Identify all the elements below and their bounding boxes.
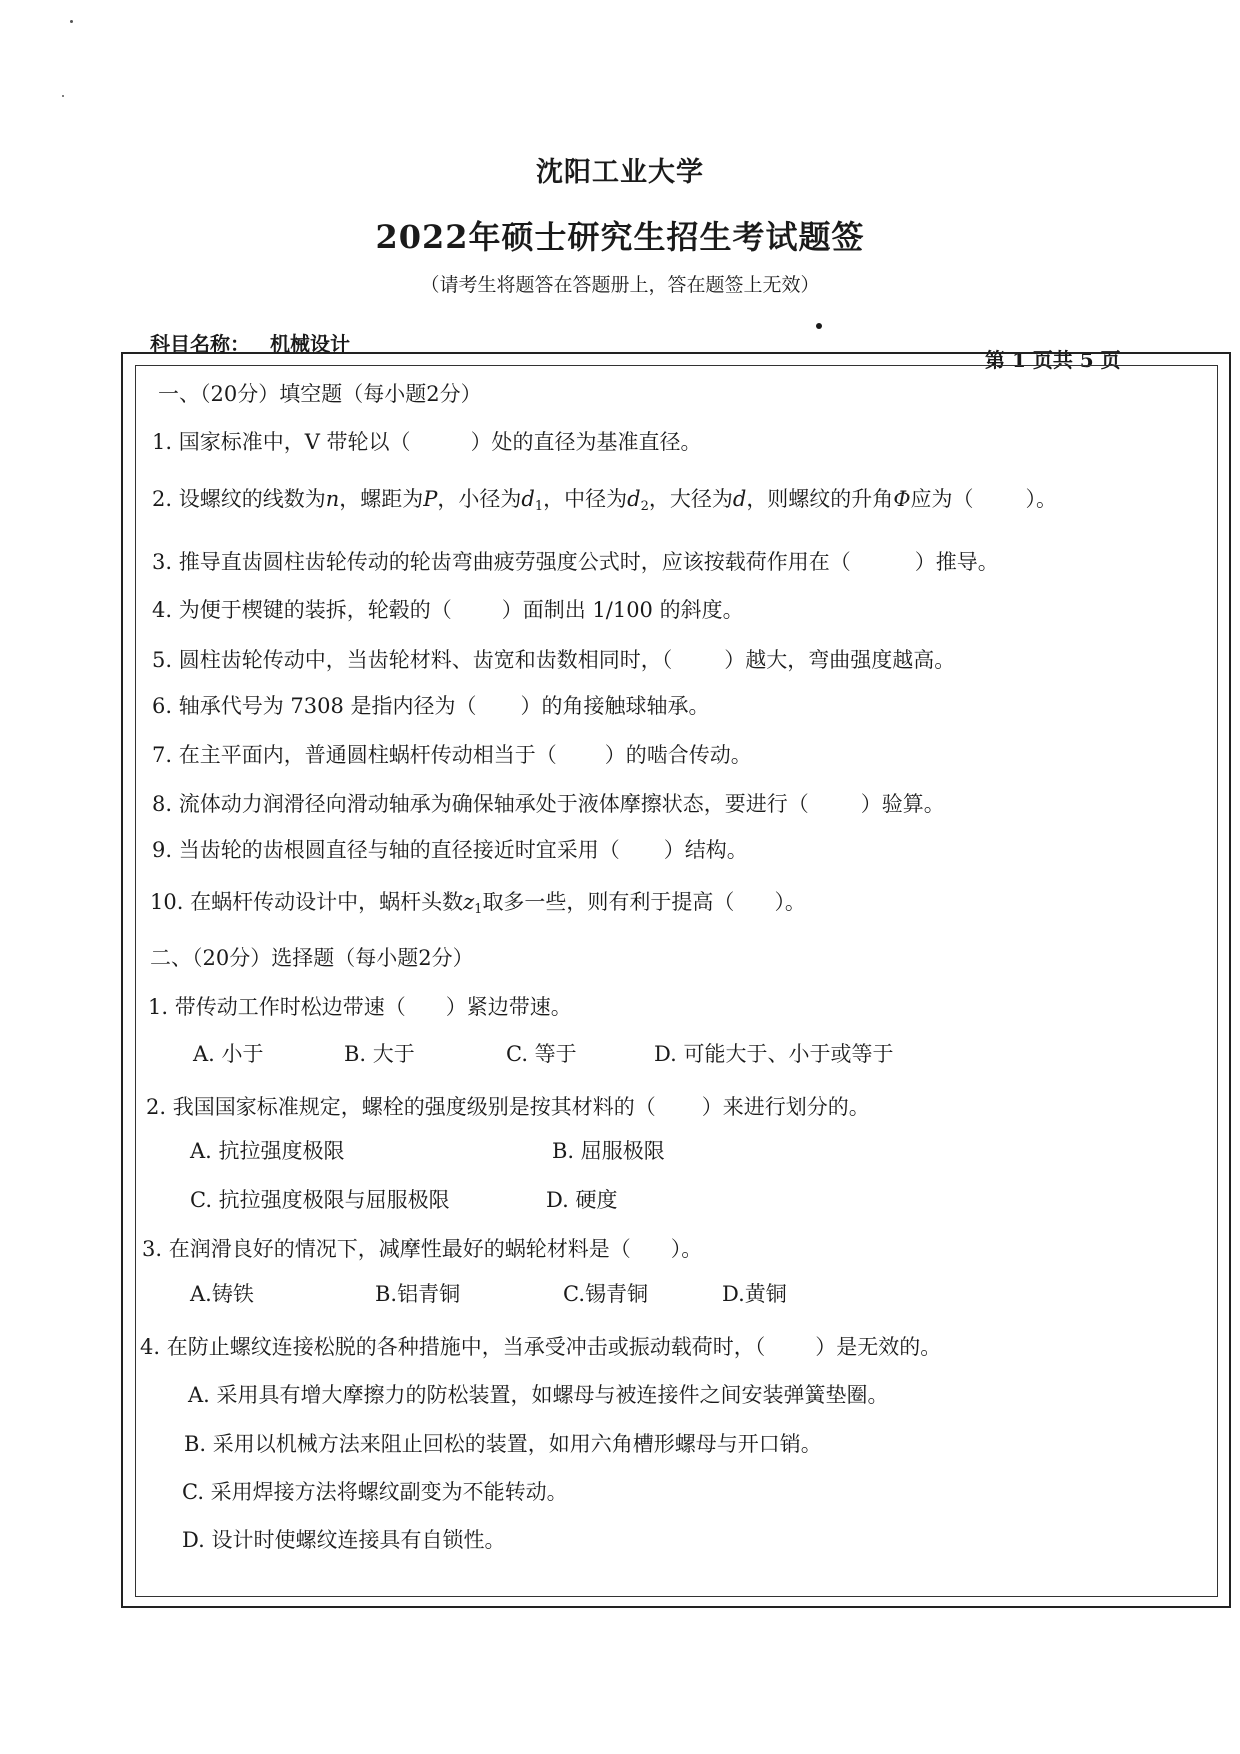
c3-option-d: D.黄铜 <box>722 1282 787 1306</box>
page-info: 第 1 页共 5 页 <box>985 348 1121 372</box>
scan-speck <box>70 20 73 23</box>
c3-option-b: B.铝青铜 <box>375 1282 461 1306</box>
q9-text-end: ）结构。 <box>663 838 748 862</box>
choice-question-2 <box>146 1093 870 1121</box>
fill-question-8 <box>152 790 945 818</box>
q8-text-start: 8. 流体动力润滑径向滑动轴承为确保轴承处于液体摩擦状态，要进行（ <box>152 792 809 816</box>
q3-text-end: ）推导。 <box>914 550 999 574</box>
c4-text-start: 4. 在防止螺纹连接松脱的各种措施中，当承受冲击或振动载荷时，（ <box>140 1335 766 1359</box>
subject-label: 科目名称： <box>150 332 250 356</box>
q3-text-start: 3. 推导直齿圆柱齿轮传动的轮齿弯曲疲劳强度公式时，应该按载荷作用在（ <box>152 550 851 574</box>
c1-option-c: C. 等于 <box>506 1042 577 1066</box>
q4-text-start: 4. 为便于楔键的装拆，轮毂的（ <box>152 598 452 622</box>
c2-option-d: D. 硬度 <box>546 1188 618 1212</box>
c4-text-end: ）是无效的。 <box>815 1335 942 1359</box>
c4-option-c: C. 采用焊接方法将螺纹副变为不能转动。 <box>182 1480 568 1504</box>
choice-question-4 <box>140 1333 941 1361</box>
c1-option-a: A. 小于 <box>193 1042 264 1066</box>
q6-text-end: ）的角接触球轴承。 <box>520 694 710 718</box>
scan-speck <box>62 95 64 97</box>
q7-text-start: 7. 在主平面内，普通圆柱蜗杆传动相当于（ <box>152 743 557 767</box>
c4-option-d: D. 设计时使螺纹连接具有自锁性。 <box>182 1528 506 1552</box>
c2-text-end: ）来进行划分的。 <box>701 1095 870 1119</box>
c3-option-a: A.铸铁 <box>190 1282 254 1306</box>
fill-question-6 <box>152 692 710 720</box>
fill-question-9 <box>152 836 748 864</box>
c1-option-b: B. 大于 <box>344 1042 415 1066</box>
university-name: 沈阳工业大学 <box>536 157 704 188</box>
q1-text-end: ）处的直径为基准直径。 <box>470 430 702 454</box>
fill-question-3 <box>152 548 999 576</box>
exam-title: 2022年硕士研究生招生考试题签 <box>375 218 865 256</box>
var-d: d <box>521 487 535 511</box>
q9-text-start: 9. 当齿轮的齿根圆直径与轴的直径接近时宜采用（ <box>152 838 620 862</box>
q5-text-end: ）越大，弯曲强度越高。 <box>724 648 956 672</box>
q2-text-1: 2. 设螺纹的线数为 <box>152 487 326 511</box>
c4-option-a: A. 采用具有增大摩擦力的防松装置，如螺母与被连接件之间安装弹簧垫圈。 <box>188 1383 889 1407</box>
c3-option-c: C.锡青铜 <box>563 1282 648 1306</box>
c4-option-b: B. 采用以机械方法来阻止回松的装置，如用六角槽形螺母与开口销。 <box>184 1432 822 1456</box>
q10-text-1: 10. 在蜗杆传动设计中，蜗杆头数 <box>150 890 464 914</box>
q10-text-3: ）。 <box>774 890 806 914</box>
q2-text-5: ，大径为 <box>648 487 733 511</box>
fill-question-7 <box>152 741 752 769</box>
q2-text-4: ，中径为 <box>543 487 628 511</box>
var-p: P <box>423 487 438 511</box>
c3-text-end: ）。 <box>670 1237 703 1261</box>
fill-question-10 <box>150 888 806 924</box>
choice-question-1 <box>148 993 572 1021</box>
fill-question-4 <box>152 596 744 624</box>
section2-heading: 二、（20分）选择题（每小题2分） <box>150 946 474 970</box>
q2-text-7: 应为（ <box>910 487 974 511</box>
c1-text-end: ）紧边带速。 <box>445 995 572 1019</box>
c2-option-c: C. 抗拉强度极限与屈服极限 <box>190 1188 450 1212</box>
q2-text-8: ）。 <box>1025 487 1058 511</box>
sub-z1: 1 <box>474 902 483 917</box>
c2-option-a: A. 抗拉强度极限 <box>190 1139 345 1163</box>
sub-2: 2 <box>640 499 649 514</box>
section1-heading: 一、（20分）填空题（每小题2分） <box>158 382 482 406</box>
sub-1: 1 <box>534 499 544 514</box>
ink-dot <box>816 323 822 329</box>
choice-question-3 <box>142 1235 702 1263</box>
var-d: d <box>732 487 747 511</box>
c1-option-d: D. 可能大于、小于或等于 <box>654 1042 894 1066</box>
fill-question-2 <box>152 485 1057 521</box>
q8-text-end: ）验算。 <box>860 792 945 816</box>
q5-text-start: 5. 圆柱齿轮传动中，当齿轮材料、齿宽和齿数相同时，（ <box>152 648 673 672</box>
var-z: z <box>463 890 475 914</box>
c2-text-start: 2. 我国国家标准规定，螺栓的强度级别是按其材料的（ <box>146 1095 656 1119</box>
fill-question-1 <box>152 428 702 456</box>
c3-text-start: 3. 在润滑良好的情况下，减摩性最好的蜗轮材料是（ <box>142 1237 631 1261</box>
q2-text-6: ，则螺纹的升角 <box>746 487 894 511</box>
q4-text-end: ）面制出 1/100 的斜度。 <box>501 598 744 622</box>
q1-text-start: 1. 国家标准中，V 带轮以（ <box>152 430 411 454</box>
var-phi: Φ <box>893 487 911 511</box>
q2-text-2: ，螺距为 <box>339 487 424 511</box>
exam-notice: （请考生将题答在答题册上，答在题签上无效） <box>420 274 820 296</box>
c1-text-start: 1. 带传动工作时松边带速（ <box>148 995 406 1019</box>
q10-text-2: 取多一些，则有利于提高（ <box>482 890 735 914</box>
fill-question-5 <box>152 646 955 674</box>
subject-value: 机械设计 <box>270 332 350 356</box>
q6-text-start: 6. 轴承代号为 7308 是指内径为（ <box>152 694 477 718</box>
q2-text-3: ，小径为 <box>437 487 522 511</box>
c2-option-b: B. 屈服极限 <box>552 1139 665 1163</box>
var-n: n <box>325 487 340 511</box>
q7-text-end: ）的啮合传动。 <box>604 743 752 767</box>
var-d: d <box>627 487 641 511</box>
